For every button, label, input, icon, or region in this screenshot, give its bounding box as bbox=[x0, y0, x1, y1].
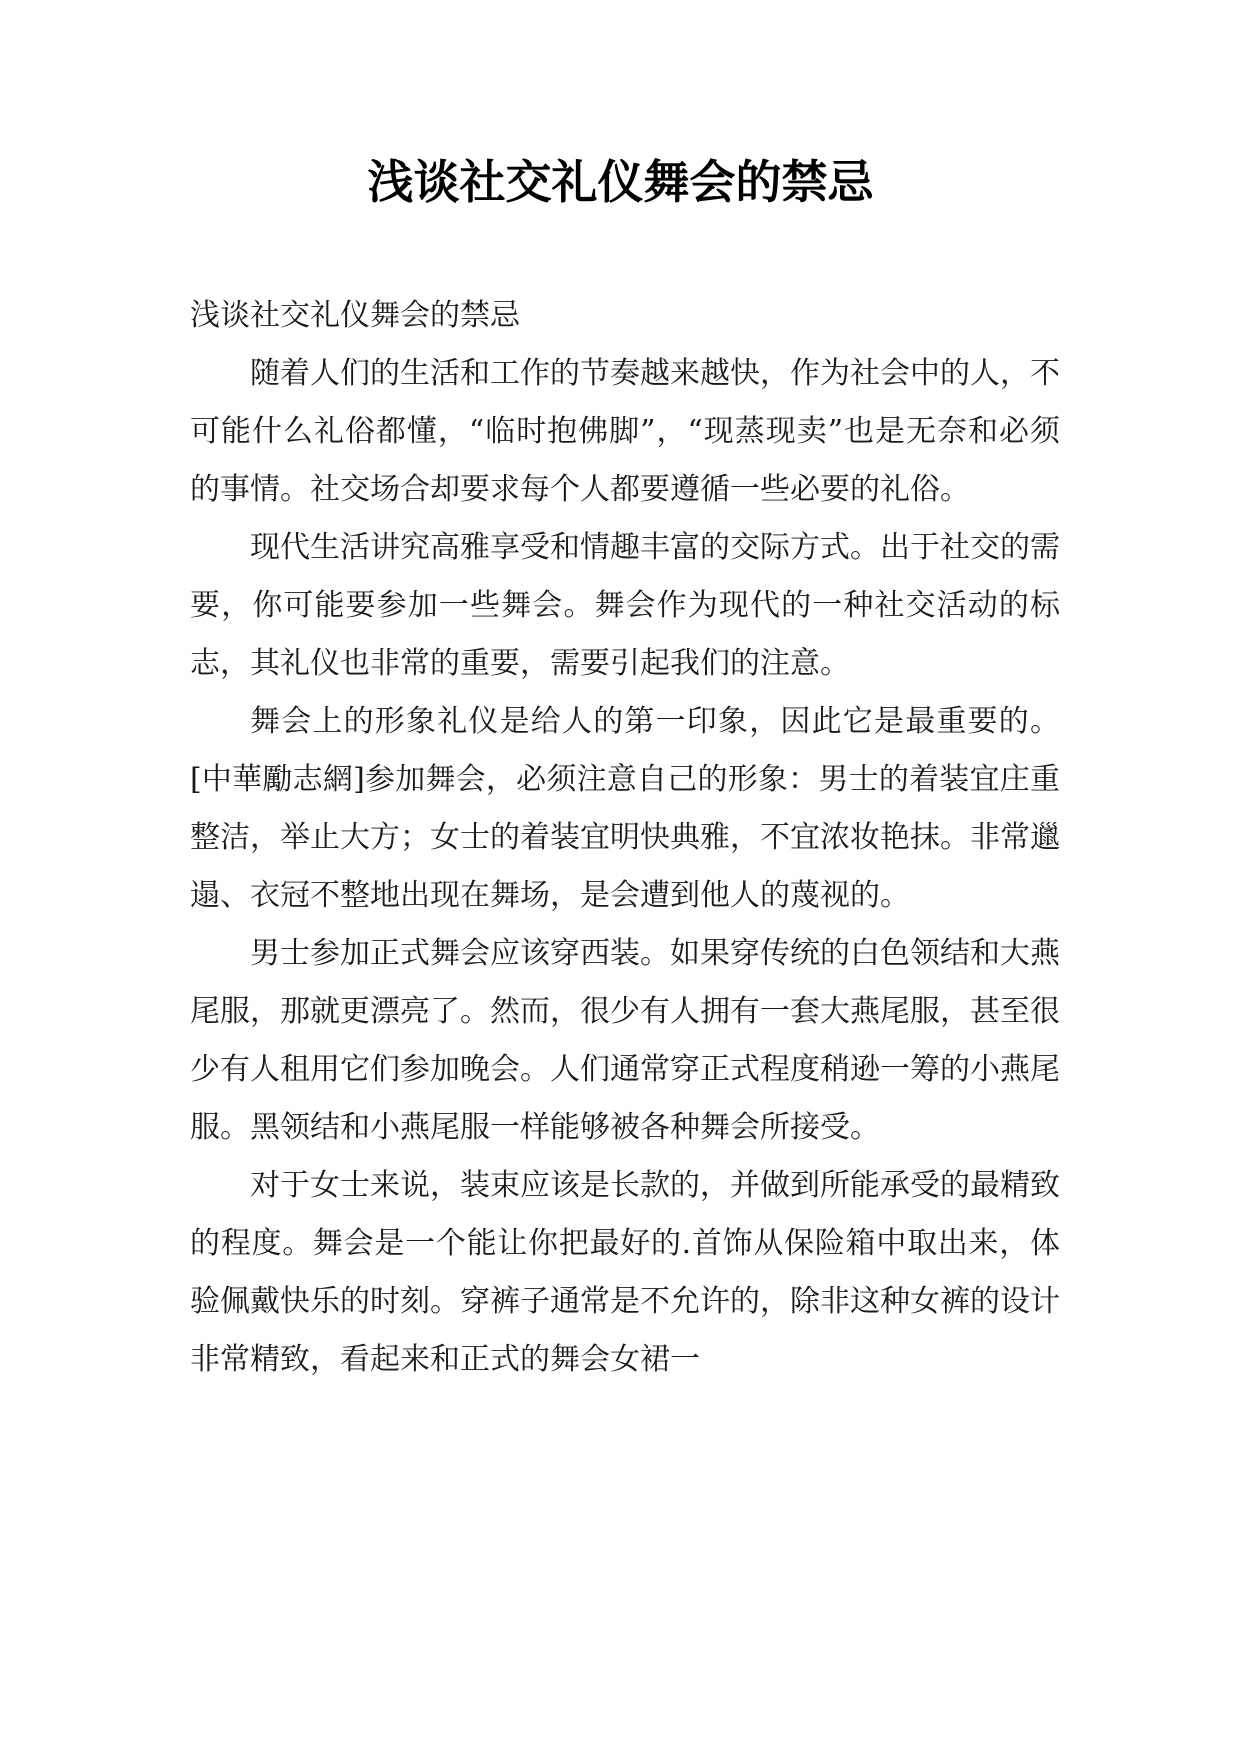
document-title: 浅谈社交礼仪舞会的禁忌 bbox=[367, 155, 874, 209]
document-body bbox=[190, 287, 1060, 1389]
document-subtitle: 浅谈社交礼仪舞会的禁忌 bbox=[190, 298, 520, 333]
paragraph-5: 对于女士来说，装束应该是长款的，并做到所能承受的最精致的程度。舞会是一个能让你把最好的.首饰从保险箱中取出来，体验佩戴快乐的时刻。穿裤子通常是不允许的，除非这种女裤的设计非常精致，看起来和正式的舞会女裙一 bbox=[190, 1168, 1060, 1377]
paragraph-4: 男士参加正式舞会应该穿西装。如果穿传统的白色领结和大燕尾服，那就更漂亮了。然而，很少有人拥有一套大燕尾服，甚至很少有人租用它们参加晚会。人们通常穿正式程度稍逊一筹的小燕尾服。黑领结和小燕尾服一样能够被各种舞会所接受。 bbox=[190, 936, 1060, 1145]
paragraph-1: 随着人们的生活和工作的节奏越来越快，作为社会中的人，不可能什么礼俗都懂，“临时抱佛脚”，“现蒸现卖”也是无奈和必须的事情。社交场合却要求每个人都要遵循一些必要的礼俗。 bbox=[190, 356, 1060, 507]
paragraph-3: 舞会上的形象礼仪是给人的第一印象，因此它是最重要的。[中華勵志網]参加舞会，必须注意自己的形象：男士的着装宜庄重整洁，举止大方；女士的着装宜明快典雅，不宜浓妆艳抹。非常邋遢、衣冠不整地出现在舞场，是会遭到他人的蔑视的。 bbox=[190, 704, 1060, 913]
paragraph-2: 现代生活讲究高雅享受和情趣丰富的交际方式。出于社交的需要，你可能要参加一些舞会。舞会作为现代的一种社交活动的标志，其礼仪也非常的重要，需要引起我们的注意。 bbox=[190, 530, 1060, 681]
